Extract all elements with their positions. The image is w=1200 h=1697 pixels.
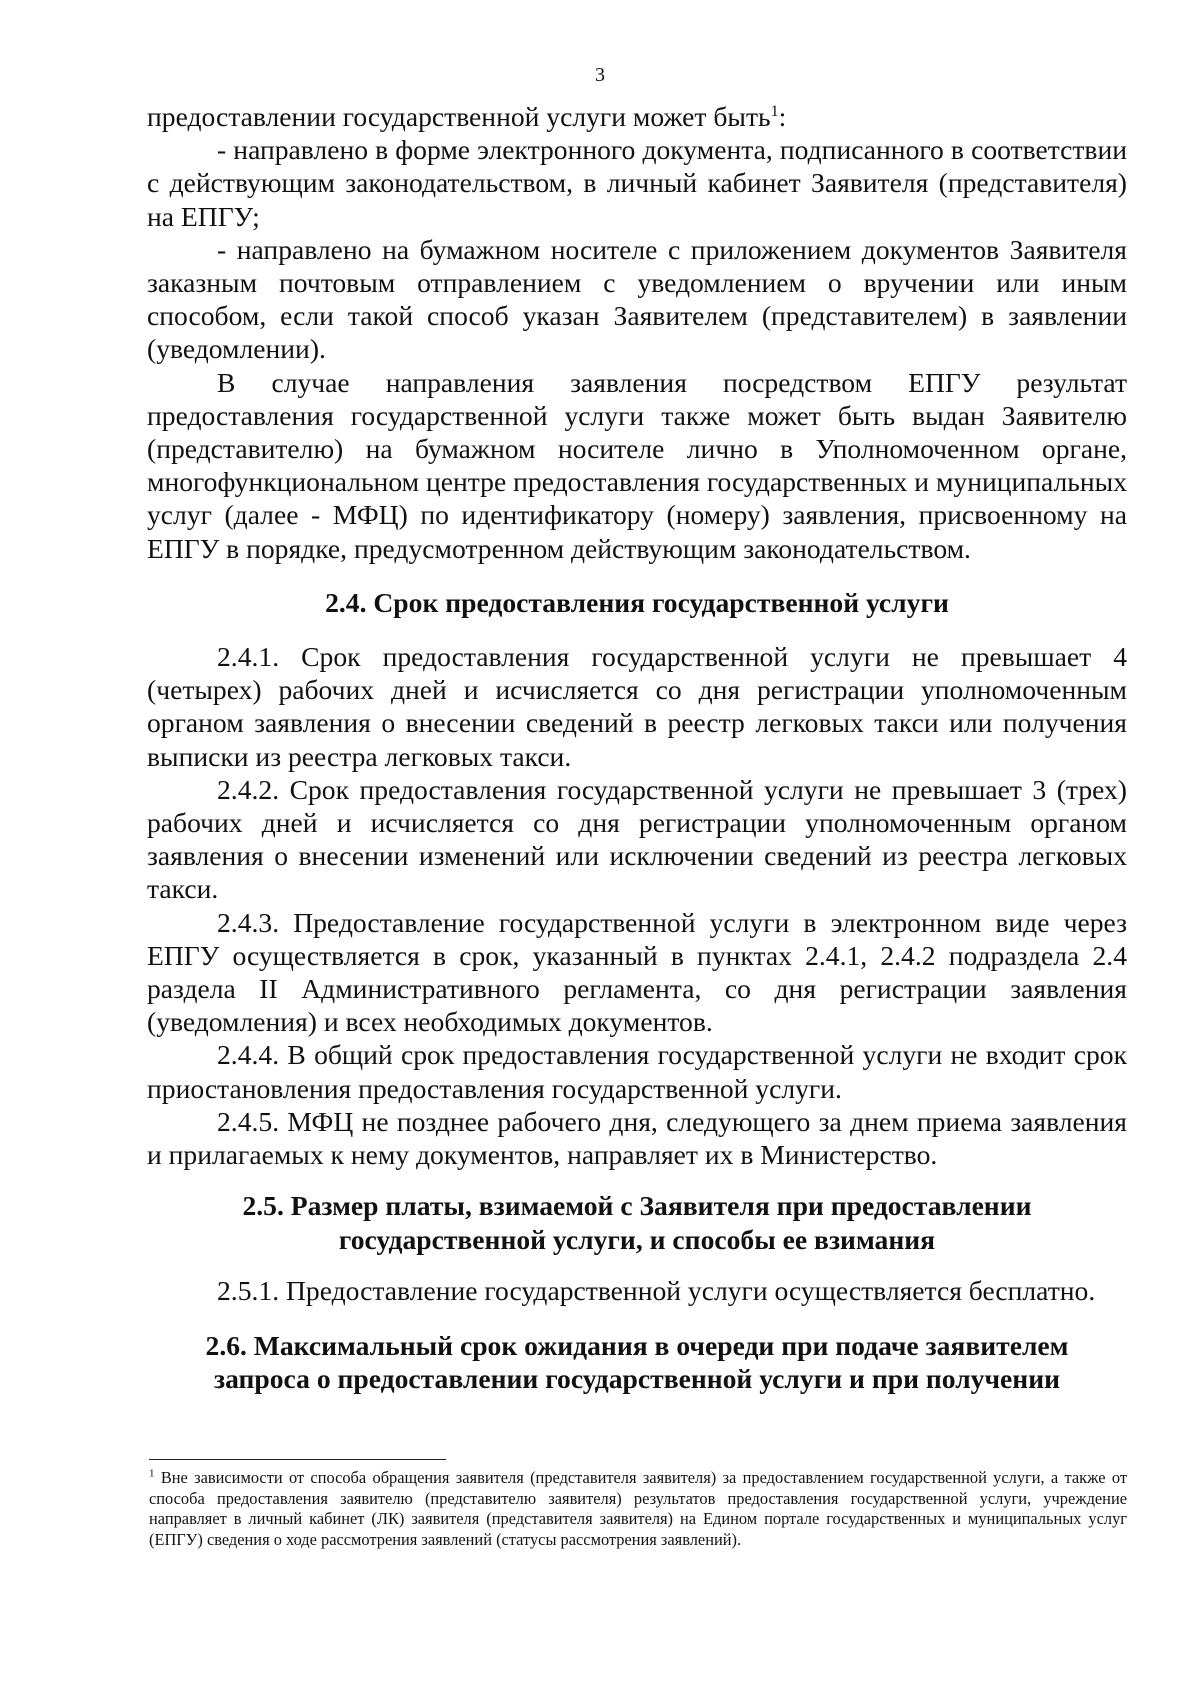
- paragraph: - направлено в форме электронного документа, подписанного в соответствии с действующим законодательством, в личный кабинет Заявителя (представителя) на ЕПГУ;: [147, 134, 1127, 232]
- section-heading-2-6: 2.6. Максимальный срок ожидания в очереди при подаче заявителем запроса о предоставлении государственной услуги и при получении: [205, 1329, 1069, 1395]
- paragraph: 2.4.1. Срок предоставления государственной услуги не превышает 4 (четырех) рабочих дней и исчисляется со дня регистрации уполномоченным органом заявления о внесении сведений в реестр легковых такси или получения выписки из реестра легковых такси.: [147, 641, 1127, 772]
- footnote-mark: 1: [149, 1467, 155, 1480]
- paragraph: 2.4.5. МФЦ не позднее рабочего дня, следующего за днем приема заявления и прилагаемых к нему документов, направляет их в Министерство.: [147, 1105, 1127, 1171]
- paragraph: предоставлении государственной услуги может быть$^1$:: [147, 101, 787, 132]
- footnote-reference: 1: [770, 102, 779, 120]
- section-heading-2-4: 2.4. Срок предоставления государственной услуги: [325, 586, 949, 618]
- paragraph: 2.4.4. В общий срок предоставления государственной услуги не входит срок приостановления предоставления государственной услуги.: [147, 1039, 1127, 1104]
- footnote: [149, 1468, 1127, 1550]
- document-body: [147, 100, 1127, 1395]
- paragraph: - направлено на бумажном носителе с приложением документов Заявителя заказным почтовым отправлением с уведомлением о вручении или иным способом, если такой способ указан Заявителем (представителем) в заявлении (уведомлении).: [147, 233, 1127, 365]
- section-heading-2-5: 2.5. Размер платы, взимаемой с Заявителя при предоставлении государственной услуги, и способы ее взимания: [242, 1190, 1032, 1255]
- footnote-divider: [149, 1459, 446, 1460]
- paragraph: В случае направления заявления посредством ЕПГУ результат предоставления государственной услуги также может быть выдан Заявителю (представителю) на бумажном носителе лично в Уполномоченном органе, многофункциональном центре предоставления государственных и муниципальных услуг (далее - МФЦ) по идентификатору (номеру) заявления, присвоенному на ЕПГУ в порядке, предусмотренном действующим законодательством.: [147, 366, 1127, 564]
- paragraph: 2.5.1. Предоставление государственной услуги осуществляется бесплатно.: [217, 1274, 1096, 1306]
- paragraph: 2.4.3. Предоставление государственной услуги в электронном виде через ЕПГУ осуществляется в срок, указанный в пунктах 2.4.1, 2.4.2 подраздела 2.4 раздела II Административного регламента, со дня регистрации заявления (уведомления) и всех необходимых документов.: [147, 906, 1127, 1038]
- footnote-text: Вне зависимости от способа обращения заявителя (представителя заявителя) за предоставлением государственной услуги, а также от способа предоставления заявителю (представителю заявителя) результатов предоставления государственной услуги, учреждение направляет в личный кабинет (ЛК) заявителя (представителя заявителя) на Едином портале государственных и муниципальных услуг (ЕПГУ) сведения о ходе рассмотрения заявлений (статусы рассмотрения заявлений).: [149, 1468, 1127, 1549]
- page-number: 3: [595, 64, 605, 86]
- paragraph: 2.4.2. Срок предоставления государственной услуги не превышает 3 (трех) рабочих дней и исчисляется со дня регистрации уполномоченным органом заявления о внесении изменений или исключении сведений из реестра легковых такси.: [147, 773, 1127, 905]
